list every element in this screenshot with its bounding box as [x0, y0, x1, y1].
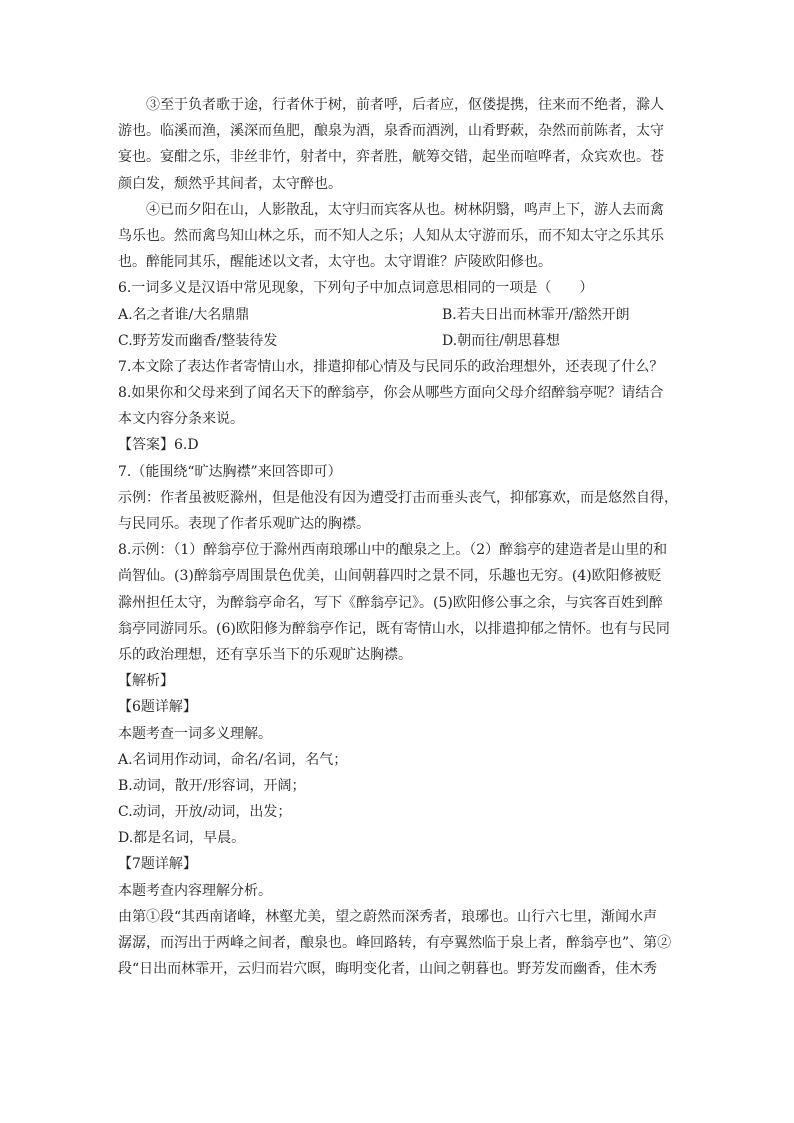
detail-7-line: 本题考查内容理解分析。	[118, 882, 272, 899]
question-6-options-row	[118, 302, 678, 328]
option-a: A.名之者谁/大名鼎鼎	[118, 306, 250, 323]
text-line: 也。醉能同其乐，醒能述以文者，太守也。太守谓谁？庐陵欧阳修也。	[118, 254, 552, 271]
text-line: 宴也。宴酣之乐，非丝非竹，射者中，弈者胜，觥筹交错，起坐而喧哗者，众宾欢也。苍	[118, 149, 664, 166]
question-6-stem: 6.一词多义是汉语中常见现象，下列句子中加点词意思相同的一项是（ ）	[118, 280, 594, 297]
detail-7-heading: 【7题详解】	[118, 856, 197, 873]
detail-7-line: 潺潺，而泻出于两峰之间者，酿泉也。峰回路转，有亭翼然临于泉上者，醉翁亭也”、第②	[118, 935, 672, 951]
answer-7-line: 示例：作者虽被贬滁州，但是他没有因为遭受打击而垂头丧气，抑郁寡欢，而是悠然自得，	[118, 489, 678, 506]
text-line: ④已而夕阳在山，人影散乱，太守归而宾客从也。树林阴翳，鸣声上下，游人去而禽	[146, 201, 664, 218]
detail-6-line: D.都是名词，早晨。	[118, 830, 246, 847]
detail-6-line: 本题考查一词多义理解。	[118, 725, 272, 742]
option-c: C.野芳发而幽香/整装待发	[118, 332, 278, 349]
option-b: B.若夫日出而林霏开/豁然开朗	[442, 306, 630, 323]
answer-8-line: 乐的政治理想，还有享乐当下的乐观旷达胸襟。	[118, 646, 412, 663]
passage-paragraph-4	[118, 197, 678, 276]
question-8-line: 本文内容分条来说。	[118, 411, 244, 428]
text-line: 游也。临溪而渔，溪深而鱼肥，酿泉为酒，泉香而酒洌，山肴野蔌，杂然而前陈者，太守	[118, 123, 664, 140]
answer-heading: 【答案】6.D	[118, 437, 199, 454]
passage-paragraph-3	[118, 92, 678, 197]
question-7: 7.本文除了表达作者寄情山水，排遣抑郁心情及与民同乐的政治理想外，还表现了什么？	[118, 358, 664, 375]
detail-7-line: 由第①段“其西南诸峰，林壑尤美，望之蔚然而深秀者，琅琊也。山行六七里，渐闻水声	[118, 908, 658, 925]
question-8-line: 8.如果你和父母来到了闻名天下的醉翁亭，你会从哪些方面向父母介绍醉翁亭呢？请结合	[118, 385, 664, 402]
detail-6-line: C.动词，开放/动词，出发；	[118, 804, 292, 821]
detail-7-line: 段“日出而林霏开，云归而岩穴暝，晦明变化者，山间之朝暮也。野芳发而幽香，佳木秀	[118, 961, 658, 978]
option-d: D.朝而往/朝思暮想	[442, 332, 560, 349]
answer-7-line: 7.（能围绕“旷达胸襟”来回答即可）	[118, 463, 342, 480]
text-line: 颜白发，颓然乎其间者，太守醉也。	[118, 175, 342, 192]
analysis-heading: 【解析】	[118, 673, 174, 690]
detail-6-line: B.动词，散开/形容词，开阔；	[118, 777, 306, 794]
answer-8-line: 8.示例：（1）醉翁亭位于滁州西南琅琊山中的酿泉之上。（2）醉翁亭的建造者是山里的和	[118, 542, 668, 559]
answer-8-line: 翁亭同游同乐。(6)欧阳修为醉翁亭作记，既有寄情山水，以排遣抑郁之情怀。也有与民同	[118, 620, 670, 637]
answer-8-line: 尚智仙。(3)醉翁亭周围景色优美，山间朝暮四时之景不同，乐趣也无穷。(4)欧阳修被贬	[118, 568, 662, 585]
answer-8-line: 滁州担任太守，为醉翁亭命名，写下《醉翁亭记》。(5)欧阳修公事之余，与宾客百姓到醉	[118, 594, 663, 611]
detail-6-heading: 【6题详解】	[118, 699, 197, 716]
question-6-options-row	[118, 328, 678, 354]
answer-7-line: 与民同乐。表现了作者乐观旷达的胸襟。	[118, 516, 370, 532]
text-line: ③至于负者歌于途，行者休于树，前者呼，后者应，伛偻提携，往来而不绝者，滁人	[146, 97, 664, 113]
text-line: 鸟乐也。然而禽鸟知山林之乐，而不知人之乐；人知从太守游而乐，而不知太守之乐其乐	[118, 227, 664, 244]
document-page	[118, 92, 678, 982]
detail-6-line: A.名词用作动词，命名/名词，名气；	[118, 751, 348, 768]
